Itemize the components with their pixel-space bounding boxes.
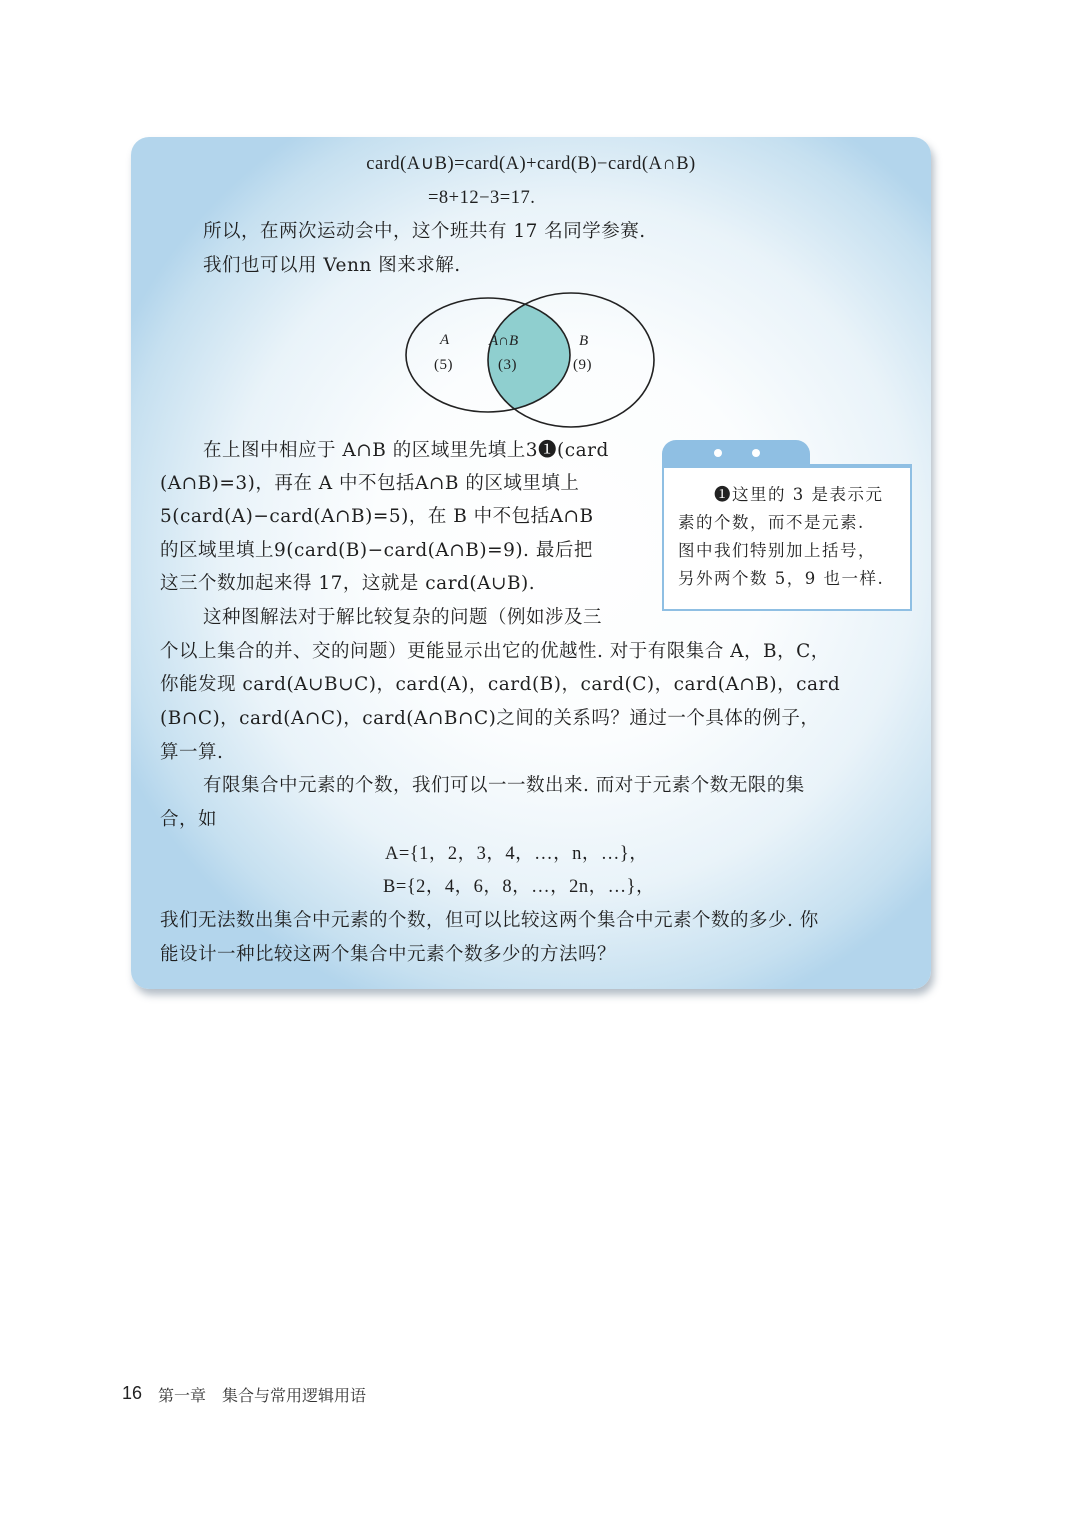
graphic-line-1: 这种图解法对于解比较复杂的问题（例如涉及三 [203,607,603,628]
venn-intersection-count: (3) [498,357,517,373]
sidenote-line-3: 图中我们特别加上括号， [678,541,876,560]
sidenote-line-2: 素的个数，而不是元素. [678,513,865,532]
venn-b-label: B [579,333,589,349]
tab-dot-icon [752,449,760,457]
graphic-line-3: 你能发现 card(A∪B∪C)，card(A)，card(B)，card(C)，card(A∩B)，card [160,674,841,695]
explain-line-1: 在上图中相应于 A∩B 的区域里先填上3❶(card [203,440,609,461]
venn-intersection-label: A∩B [489,333,519,349]
sidenote-line-4: 另外两个数 5，9 也一样. [678,569,885,588]
chapter-label: 第一章 [158,1388,207,1405]
graphic-line-4: (B∩C)，card(A∩C)，card(A∩B∩C)之间的关系吗？通过一个具体的例子， [160,708,820,729]
infinite-line-1: 有限集合中元素的个数，我们可以一一数出来. 而对于元素个数无限的集 [203,775,805,796]
explain-line-5: 这三个数加起来得 17，这就是 card(A∪B). [160,573,536,594]
question-line-2: 能设计一种比较这两个集合中元素个数多少的方法吗？ [160,944,617,965]
formula-line-2: =8+12−3=17. [428,188,536,208]
conclusion-text: 所以，在两次运动会中，这个班共有 17 名同学参赛. [203,221,646,242]
set-b-definition: B={2，4，6，8，…，2n，…}， [383,877,656,897]
chapter-title: 集合与常用逻辑用语 [222,1388,367,1405]
sidenote-card [662,440,912,607]
venn-intro-text: 我们也可以用 Venn 图来求解. [203,255,461,276]
explain-line-3: 5(card(A)−card(A∩B)=5)，在 B 中不包括A∩B [160,506,594,527]
graphic-line-5: 算一算. [160,742,224,763]
venn-a-count: (5) [434,357,453,373]
infinite-line-2: 合，如 [160,809,218,830]
question-line-1: 我们无法数出集合中元素的个数，但可以比较这两个集合中元素个数的多少. 你 [160,910,819,931]
graphic-line-2: 个以上集合的并、交的问题）更能显示出它的优越性. 对于有限集合 A，B，C， [160,641,830,662]
explain-line-2: (A∩B)=3)，再在 A 中不包括A∩B 的区域里填上 [160,473,580,494]
tab-dot-icon [714,449,722,457]
page-number: 16 [122,1383,143,1403]
formula-line-1: card(A∪B)=card(A)+card(B)−card(A∩B) [366,154,696,174]
set-a-definition: A={1，2，3，4，…，n，…}， [385,844,649,864]
sidenote-line-1: ❶这里的 3 是表示元 [714,485,884,504]
venn-a-label: A [440,332,450,348]
venn-b-count: (9) [573,357,592,373]
explain-line-4: 的区域里填上9(card(B)−card(A∩B)=9). 最后把 [160,540,593,561]
